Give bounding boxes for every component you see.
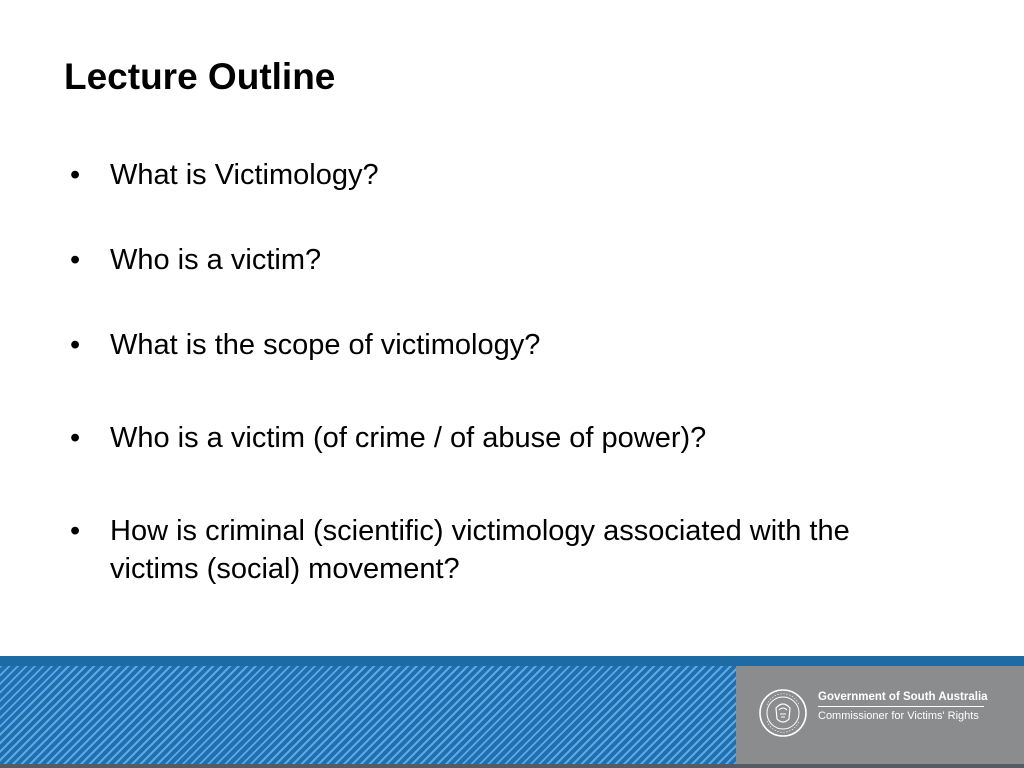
list-item xyxy=(70,326,930,364)
list-item xyxy=(70,419,930,457)
government-name: Government of South Australia xyxy=(818,691,988,703)
bullet-icon: • xyxy=(70,244,81,276)
bullet-icon: • xyxy=(70,159,81,191)
bullet-icon: • xyxy=(70,329,81,361)
department-name: Commissioner for Victims' Rights xyxy=(818,710,979,722)
bullet-icon: • xyxy=(70,422,81,454)
list-item xyxy=(70,241,930,279)
bullet-text: What is Victimology? xyxy=(110,159,379,191)
bullet-text: What is the scope of victimology? xyxy=(110,329,541,361)
slide-title: Lecture Outline xyxy=(64,56,336,97)
government-logo-text xyxy=(818,690,1008,723)
bullet-text: Who is a victim (of crime / of abuse of power)? xyxy=(110,422,707,454)
bullet-text: How is criminal (scientific) victimology associated with the victims (social) movement? xyxy=(110,515,850,585)
south-australia-seal-icon xyxy=(758,688,808,738)
footer-top-rule xyxy=(0,656,1024,666)
footer-striped-pattern xyxy=(0,666,736,764)
list-item xyxy=(70,512,930,588)
bullet-text: Who is a victim? xyxy=(110,244,322,276)
footer-bottom-rule xyxy=(0,764,1024,768)
list-item xyxy=(70,156,930,194)
logo-divider xyxy=(818,706,984,707)
bullet-icon: • xyxy=(70,515,81,547)
